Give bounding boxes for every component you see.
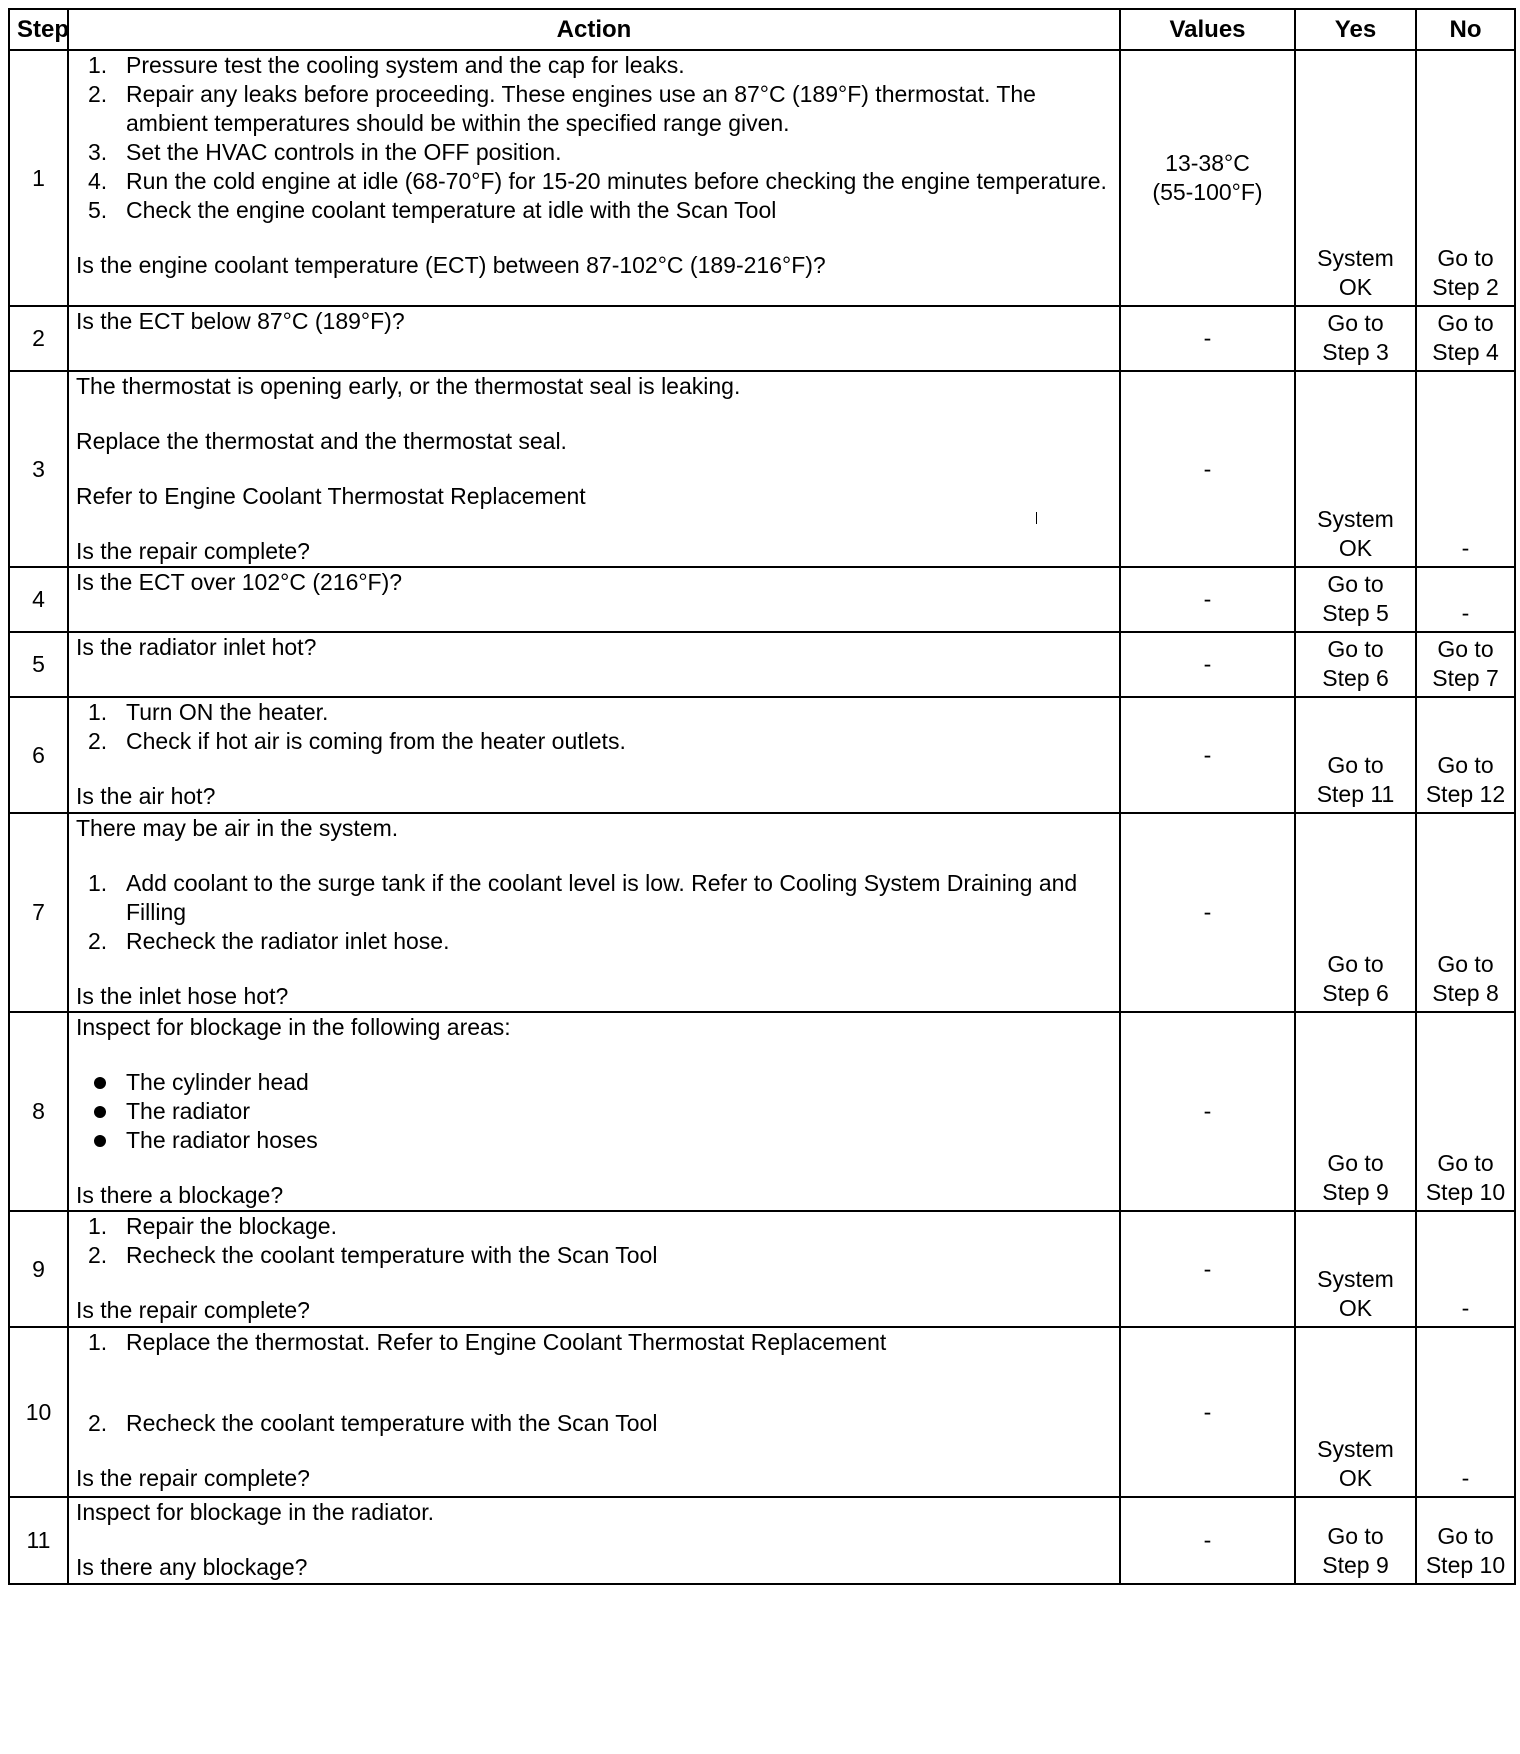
bullet-list — [76, 1068, 1112, 1155]
list-item — [76, 1328, 1112, 1357]
spacer — [76, 456, 1112, 482]
item-number: 1. — [88, 1213, 108, 1239]
header-values: Values — [1120, 9, 1295, 50]
yes-cell: Go to Step 6 — [1295, 632, 1416, 697]
table-row — [9, 1497, 1515, 1584]
item-text: The cylinder head — [126, 1069, 309, 1095]
item-text: Pressure test the cooling system and the cap for leaks. — [126, 52, 685, 78]
no-cell: Go to Step 4 — [1416, 306, 1515, 371]
action-question: Is the engine coolant temperature (ECT) between 87-102°C (189-216°F)? — [76, 252, 826, 278]
numbered-list — [76, 51, 1112, 225]
step-number: 1 — [9, 50, 68, 306]
no-cell: Go to Step 8 — [1416, 813, 1515, 1012]
values-cell: - — [1120, 1211, 1295, 1327]
values-cell: 13-38°C (55-100°F) — [1120, 50, 1295, 306]
action-question: Is there any blockage? — [76, 1554, 308, 1580]
spacer — [76, 225, 1112, 251]
yes-cell: System OK — [1295, 50, 1416, 306]
no-cell: Go to Step 7 — [1416, 632, 1515, 697]
values-cell: - — [1120, 306, 1295, 371]
action-text: Refer to Engine Coolant Thermostat Replacement — [76, 483, 586, 509]
item-number: 4. — [88, 168, 108, 194]
item-text: Check if hot air is coming from the heater outlets. — [126, 728, 626, 754]
item-number: 2. — [88, 1410, 108, 1436]
item-text: The radiator — [126, 1098, 251, 1124]
table-row — [9, 306, 1515, 371]
item-text: Recheck the coolant temperature with the Scan Tool — [126, 1242, 658, 1268]
step-number: 3 — [9, 371, 68, 567]
list-item — [76, 1212, 1112, 1241]
stray-mark — [1036, 512, 1037, 524]
values-cell: - — [1120, 1497, 1295, 1584]
action-cell — [68, 1497, 1120, 1584]
item-text: Recheck the coolant temperature with the Scan Tool — [126, 1410, 658, 1436]
action-cell — [68, 813, 1120, 1012]
action-cell — [68, 371, 1120, 567]
action-question: Is the ECT over 102°C (216°F)? — [76, 569, 403, 595]
item-text: Set the HVAC controls in the OFF position. — [126, 139, 562, 165]
table-body — [9, 50, 1515, 1584]
action-text: Inspect for blockage in the following areas: — [76, 1014, 511, 1040]
header-step: Step — [9, 9, 68, 50]
item-text: Repair the blockage. — [126, 1213, 337, 1239]
item-text: Repair any leaks before proceeding. These engines use an 87°C (189°F) thermostat. The ambient temperatures should be within the specified range given. — [126, 81, 1036, 136]
list-item — [76, 80, 1112, 138]
yes-cell: System OK — [1295, 1211, 1416, 1327]
diagnostic-table — [8, 8, 1516, 1585]
values-cell: - — [1120, 1012, 1295, 1211]
step-number: 4 — [9, 567, 68, 632]
table-row — [9, 697, 1515, 813]
spacer — [76, 511, 1112, 537]
table-row — [9, 813, 1515, 1012]
spacer — [76, 1270, 1112, 1296]
list-item — [76, 138, 1112, 167]
item-text: Recheck the radiator inlet hose. — [126, 928, 450, 954]
yes-cell: Go to Step 3 — [1295, 306, 1416, 371]
item-number: 1. — [88, 52, 108, 78]
values-cell: - — [1120, 1327, 1295, 1497]
list-item — [76, 196, 1112, 225]
step-number: 9 — [9, 1211, 68, 1327]
action-cell — [68, 306, 1120, 371]
item-number: 2. — [88, 728, 108, 754]
no-cell: - — [1416, 1327, 1515, 1497]
item-text: Run the cold engine at idle (68-70°F) for 15-20 minutes before checking the engine temperature. — [126, 168, 1107, 194]
list-item — [76, 51, 1112, 80]
numbered-list — [76, 1212, 1112, 1270]
item-number: 2. — [88, 928, 108, 954]
table-row — [9, 1327, 1515, 1497]
table-row — [9, 371, 1515, 567]
list-item — [76, 927, 1112, 956]
action-question: Is the air hot? — [76, 783, 216, 809]
item-text: The radiator hoses — [126, 1127, 318, 1153]
spacer — [76, 956, 1112, 982]
no-cell: Go to Step 2 — [1416, 50, 1515, 306]
item-text: Turn ON the heater. — [126, 699, 329, 725]
list-item — [76, 1241, 1112, 1270]
yes-cell: Go to Step 11 — [1295, 697, 1416, 813]
table-row — [9, 632, 1515, 697]
yes-cell: System OK — [1295, 371, 1416, 567]
action-text: The thermostat is opening early, or the thermostat seal is leaking. — [76, 373, 741, 399]
action-question: Is the repair complete? — [76, 538, 310, 564]
action-question: Is the repair complete? — [76, 1465, 310, 1491]
no-cell: Go to Step 10 — [1416, 1497, 1515, 1584]
item-number: 2. — [88, 81, 108, 107]
list-item — [76, 727, 1112, 756]
table-row — [9, 50, 1515, 306]
no-cell: - — [1416, 567, 1515, 632]
table-row — [9, 567, 1515, 632]
step-number: 7 — [9, 813, 68, 1012]
action-question: Is the radiator inlet hot? — [76, 634, 317, 660]
numbered-list — [76, 1328, 1112, 1357]
spacer — [76, 1383, 1112, 1409]
spacer — [76, 1527, 1112, 1553]
item-number: 1. — [88, 699, 108, 725]
values-cell: - — [1120, 567, 1295, 632]
list-item — [76, 698, 1112, 727]
step-number: 2 — [9, 306, 68, 371]
list-item — [76, 1097, 1112, 1126]
list-item — [76, 1068, 1112, 1097]
action-question: Is there a blockage? — [76, 1182, 284, 1208]
spacer — [76, 1155, 1112, 1181]
spacer — [76, 756, 1112, 782]
action-question: Is the repair complete? — [76, 1297, 310, 1323]
action-cell — [68, 697, 1120, 813]
yes-cell: Go to Step 9 — [1295, 1497, 1416, 1584]
spacer — [76, 1042, 1112, 1068]
item-number: 5. — [88, 197, 108, 223]
action-text: Replace the thermostat and the thermostat seal. — [76, 428, 567, 454]
item-number: 1. — [88, 1329, 108, 1355]
action-cell — [68, 1012, 1120, 1211]
action-cell — [68, 1211, 1120, 1327]
no-cell: Go to Step 12 — [1416, 697, 1515, 813]
list-item — [76, 1409, 1112, 1438]
item-number: 3. — [88, 139, 108, 165]
item-number: 2. — [88, 1242, 108, 1268]
step-number: 6 — [9, 697, 68, 813]
item-text: Replace the thermostat. Refer to Engine Coolant Thermostat Replacement — [126, 1329, 887, 1355]
header-no: No — [1416, 9, 1515, 50]
table-row — [9, 1012, 1515, 1211]
no-cell: - — [1416, 371, 1515, 567]
spacer — [76, 843, 1112, 869]
action-cell — [68, 632, 1120, 697]
spacer — [76, 1357, 1112, 1383]
values-cell: - — [1120, 632, 1295, 697]
bullet-icon — [94, 1135, 106, 1147]
no-cell: Go to Step 10 — [1416, 1012, 1515, 1211]
item-text: Check the engine coolant temperature at idle with the Scan Tool — [126, 197, 777, 223]
item-number: 1. — [88, 870, 108, 896]
numbered-list — [76, 1409, 1112, 1438]
list-item — [76, 167, 1112, 196]
yes-cell: Go to Step 5 — [1295, 567, 1416, 632]
action-cell — [68, 50, 1120, 306]
step-number: 10 — [9, 1327, 68, 1497]
step-number: 5 — [9, 632, 68, 697]
step-number: 11 — [9, 1497, 68, 1584]
action-cell — [68, 567, 1120, 632]
values-cell: - — [1120, 697, 1295, 813]
yes-cell: Go to Step 6 — [1295, 813, 1416, 1012]
item-text: Add coolant to the surge tank if the coolant level is low. Refer to Cooling System Draining and Filling — [126, 870, 1078, 925]
list-item — [76, 869, 1112, 927]
yes-cell: System OK — [1295, 1327, 1416, 1497]
action-text: Inspect for blockage in the radiator. — [76, 1499, 434, 1525]
spacer — [76, 401, 1112, 427]
step-number: 8 — [9, 1012, 68, 1211]
no-cell: - — [1416, 1211, 1515, 1327]
yes-cell: Go to Step 9 — [1295, 1012, 1416, 1211]
values-cell: - — [1120, 371, 1295, 567]
numbered-list — [76, 869, 1112, 956]
action-cell — [68, 1327, 1120, 1497]
spacer — [76, 1438, 1112, 1464]
bullet-icon — [94, 1077, 106, 1089]
table-header-row — [9, 9, 1515, 50]
header-yes: Yes — [1295, 9, 1416, 50]
action-question: Is the ECT below 87°C (189°F)? — [76, 308, 405, 334]
action-question: Is the inlet hose hot? — [76, 983, 289, 1009]
table-row — [9, 1211, 1515, 1327]
numbered-list — [76, 698, 1112, 756]
header-action: Action — [68, 9, 1120, 50]
bullet-icon — [94, 1106, 106, 1118]
values-cell: - — [1120, 813, 1295, 1012]
action-text: There may be air in the system. — [76, 815, 399, 841]
list-item — [76, 1126, 1112, 1155]
